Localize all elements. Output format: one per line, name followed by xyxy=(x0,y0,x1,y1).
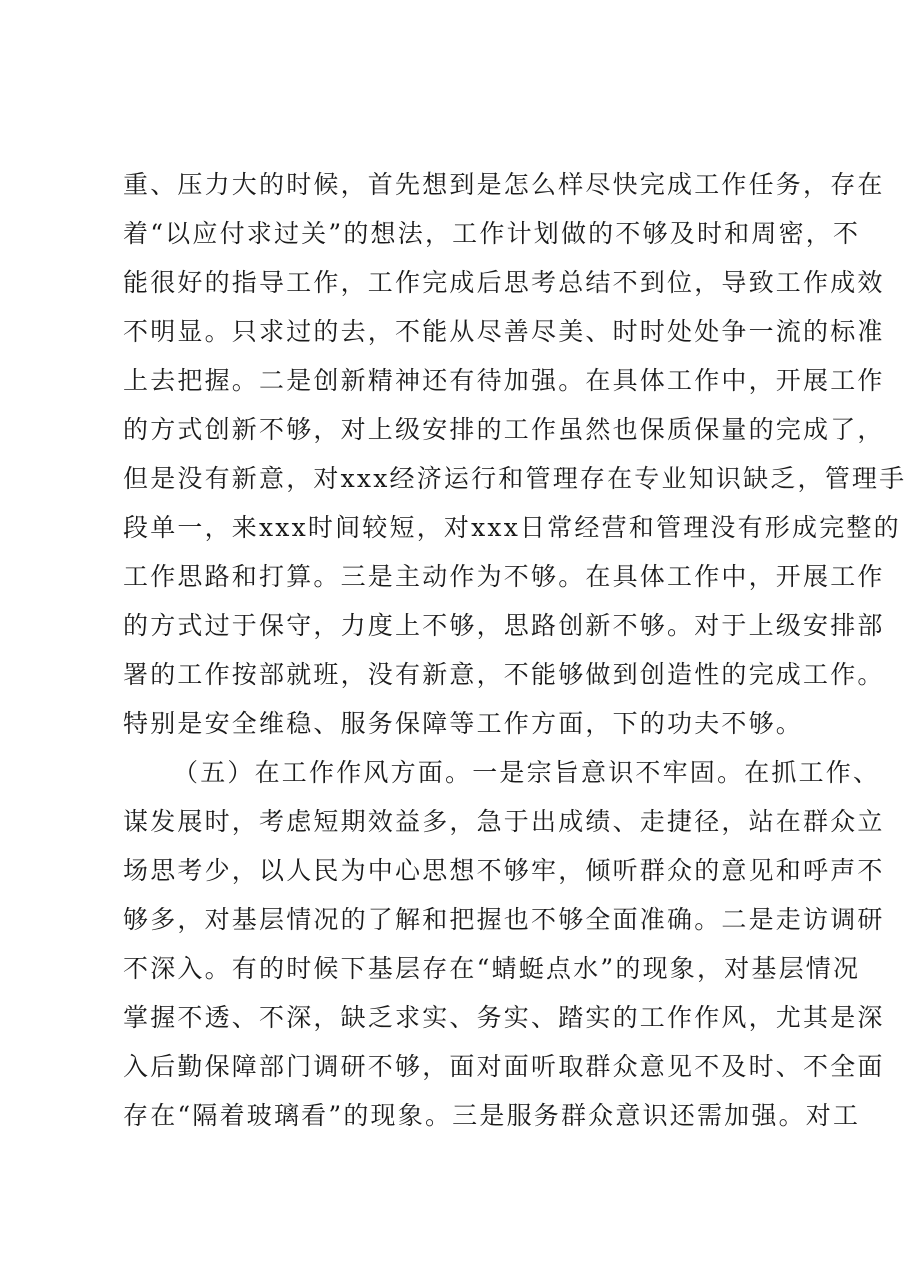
text-line: 够多，对基层情况的了解和把握也不够全面准确。二是走访调研 xyxy=(123,905,885,934)
text-line: 着“以应付求过关”的想法，工作计划做的不够及时和周密，不 xyxy=(123,219,861,248)
text-line: 的方式创新不够，对上级安排的工作虽然也保质保量的完成了， xyxy=(123,415,885,444)
text-line: 上去把握。二是创新精神还有待加强。在具体工作中，开展工作 xyxy=(123,366,885,395)
text-line: 不深入。有的时候下基层存在“蜻蜓点水”的现象，对基层情况 xyxy=(123,954,861,983)
text-line: 谋发展时，考虑短期效益多，急于出成绩、走捷径，站在群众立 xyxy=(123,807,885,836)
text-line: 的方式过于保守，力度上不够，思路创新不够。对于上级安排部 xyxy=(123,611,885,640)
text-line: 但是没有新意，对xxx经济运行和管理存在专业知识缺乏，管理手 xyxy=(123,464,907,493)
text-line: 工作思路和打算。三是主动作为不够。在具体工作中，开展工作 xyxy=(123,562,885,591)
document-body xyxy=(123,160,907,1140)
text-line: 特别是安全维稳、服务保障等工作方面，下的功夫不够。 xyxy=(123,709,804,738)
paragraph-five xyxy=(123,748,885,1140)
text-line: 重、压力大的时候，首先想到是怎么样尽快完成工作任务，存在 xyxy=(123,170,885,199)
text-line-indented: （五）在工作作风方面。一是宗旨意识不牢固。在抓工作、 xyxy=(173,758,881,787)
text-line: 场思考少，以人民为中心思想不够牢，倾听群众的意见和呼声不 xyxy=(123,856,885,885)
text-line: 署的工作按部就班，没有新意，不能够做到创造性的完成工作。 xyxy=(123,660,885,689)
text-line: 存在“隔着玻璃看”的现象。三是服务群众意识还需加强。对工 xyxy=(123,1101,861,1130)
text-line: 不明显。只求过的去，不能从尽善尽美、时时处处争一流的标准 xyxy=(123,317,885,346)
text-line: 能很好的指导工作，工作完成后思考总结不到位，导致工作成效 xyxy=(123,268,885,297)
text-line: 入后勤保障部门调研不够，面对面听取群众意见不及时、不全面 xyxy=(123,1052,885,1081)
text-line: 掌握不透、不深，缺乏求实、务实、踏实的工作作风，尤其是深 xyxy=(123,1003,885,1032)
text-line: 段单一，来xxx时间较短，对xxx日常经营和管理没有形成完整的 xyxy=(123,513,901,542)
paragraph-continued xyxy=(123,160,907,748)
